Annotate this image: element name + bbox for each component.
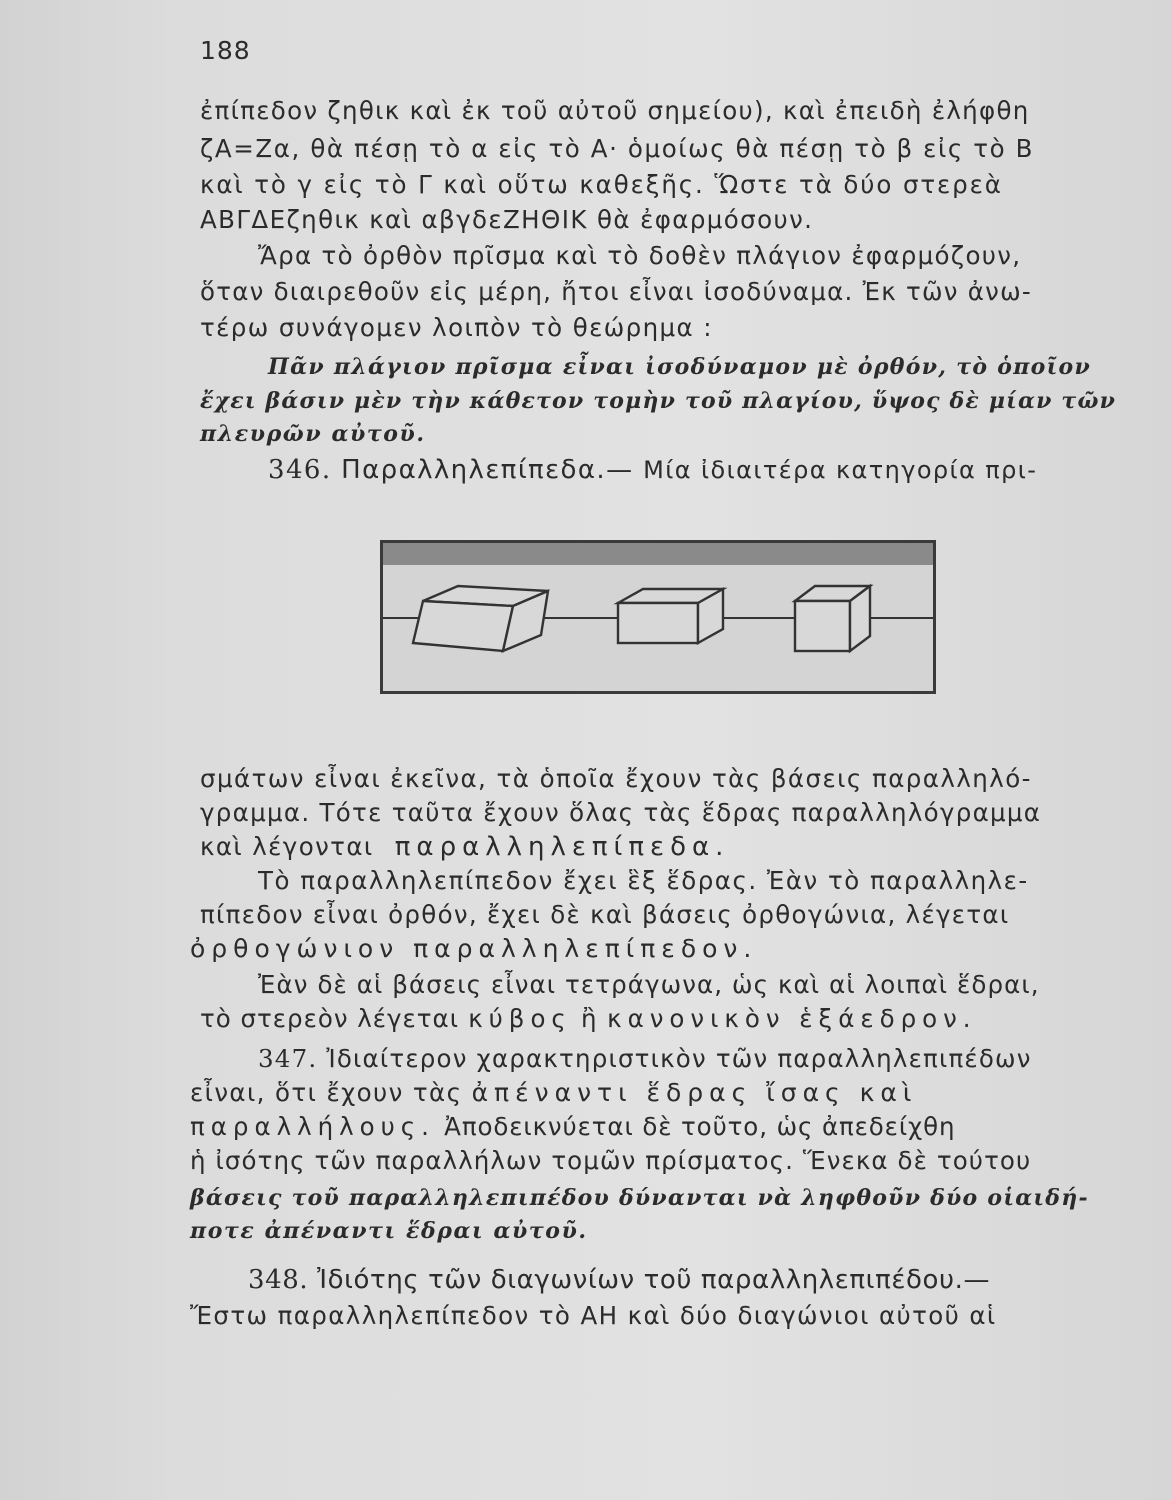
text-line: Ἔστω παραλληλεπίπεδον τὸ ΑΗ καὶ δύο διαγώνιοι αὐτοῦ αἱ [190,1301,997,1330]
spaced-term: παραλληλεπίπεδα. [394,832,730,862]
theorem-line: ἔχει βάσιν μὲν τὴν κάθετον τομὴν τοῦ πλαγίου, ὕψος δὲ μίαν τῶν [200,388,1117,414]
text-line: σμάτων εἶναι ἐκεῖνα, τὰ ὁποῖα ἔχουν τὰς βάσεις παραλληλό- [200,764,1032,793]
section-text: Μία ἰδιαιτέρα κατηγορία πρι- [643,456,1038,484]
section-number: 348. [248,1265,309,1295]
text-line: τέρω συνάγομεν λοιπὸν τὸ θεώρημα : [200,313,713,342]
spaced-term: ἀπέναντι ἕδρας ἴσας καὶ [471,1078,918,1107]
oblique-parallelepiped [413,586,548,651]
text-line: ἐπίπεδον ζηθικ καὶ ἐκ τοῦ αὐτοῦ σημείου), καὶ ἐπειδὴ ἐλήφθη [200,96,1030,125]
italic-line: βάσεις τοῦ παραλληλεπιπέδου δύνανται νὰ ληφθοῦν δύο οἱαιδή- [190,1185,1089,1211]
text-line: πίπεδον εἶναι ὀρθόν, ἔχει δὲ καὶ βάσεις ὀρθογώνια, λέγεται [200,900,1010,929]
text-fragment: Ἀποδεικνύεται δὲ τοῦτο, ὡς ἀπεδείχθη [444,1112,956,1141]
page-number: 188 [200,36,251,65]
text-line: Τὸ παραλληλεπίπεδον ἔχει ἓξ ἕδρας. Ἐὰν τὸ παραλληλε- [258,866,1029,895]
italic-line: ποτε ἀπέναντι ἕδραι αὐτοῦ. [190,1218,588,1244]
section-title: Παραλληλεπίπεδα.— [341,455,634,485]
text-fragment: ἢ [581,1004,598,1033]
theorem-line: Πᾶν πλάγιον πρῖσμα εἶναι ἰσοδύναμον μὲ ὀρθόν, τὸ ὁποῖον [268,354,1092,380]
text-fragment: τὸ στερεὸν λέγεται [200,1004,459,1033]
figure-drawing [383,543,933,691]
figure-top-band [383,543,933,565]
section-346-heading [268,455,1037,485]
text-line: ζΑ=Ζα, θὰ πέσῃ τὸ α εἰς τὸ Α· ὁμοίως θὰ πέσῃ τὸ β εἰς τὸ Β [200,134,1035,163]
text-line: Ἐὰν δὲ αἱ βάσεις εἶναι τετράγωνα, ὡς καὶ αἱ λοιπαὶ ἕδραι, [258,970,1040,999]
spaced-term: κύβος [468,1004,572,1033]
text-line: Ἄρα τὸ ὀρθὸν πρῖσμα καὶ τὸ δοθὲν πλάγιον ἐφαρμόζουν, [258,241,1022,270]
text-fragment: εἶναι, ὅτι ἔχουν τὰς [190,1078,463,1107]
spaced-term-line: ὀρθογώνιον παραλληλεπίπεδον. [190,934,758,963]
spaced-term: κανονικὸν ἑξάεδρον. [607,1004,977,1033]
parallelepipeds-figure [380,540,936,694]
text-line: γραμμα. Τότε ταῦτα ἔχουν ὅλας τὰς ἕδρας παραλληλόγραμμα [200,798,1042,827]
spaced-term: παραλλήλους. [190,1112,435,1141]
text-line [200,1004,977,1034]
text-line: ΑΒΓΔΕζηθικ καὶ αβγδεΖΗΘΙΚ θὰ ἐφαρμόσουν. [200,205,814,234]
section-number: 347. [258,1044,318,1073]
text-line [200,832,729,862]
text-line: ἡ ἰσότης τῶν παραλλήλων τομῶν πρίσματος. Ἕνεκα δὲ τούτου [190,1146,1032,1175]
cube [795,586,870,651]
text-line [190,1078,917,1108]
text-line [190,1112,955,1142]
section-number: 346. [268,455,332,485]
section-text: Ἰδιαίτερον χαρακτηριστικὸν τῶν παραλληλεπιπέδων [326,1044,1032,1073]
section-title: Ἰδιότης τῶν διαγωνίων τοῦ παραλληλεπιπέδου.— [317,1265,991,1295]
section-347-line [258,1044,1032,1074]
theorem-line: πλευρῶν αὐτοῦ. [200,421,426,447]
text-fragment: καὶ λέγονται [200,832,374,861]
rectangular-parallelepiped [618,589,723,643]
section-348-heading [248,1265,990,1295]
text-line: ὅταν διαιρεθοῦν εἰς μέρη, ἤτοι εἶναι ἰσοδύναμα. Ἐκ τῶν ἀνω- [200,277,1032,306]
text-line: καὶ τὸ γ εἰς τὸ Γ καὶ οὕτω καθεξῆς. Ὥστε τὰ δύο στερεὰ [200,170,1003,199]
